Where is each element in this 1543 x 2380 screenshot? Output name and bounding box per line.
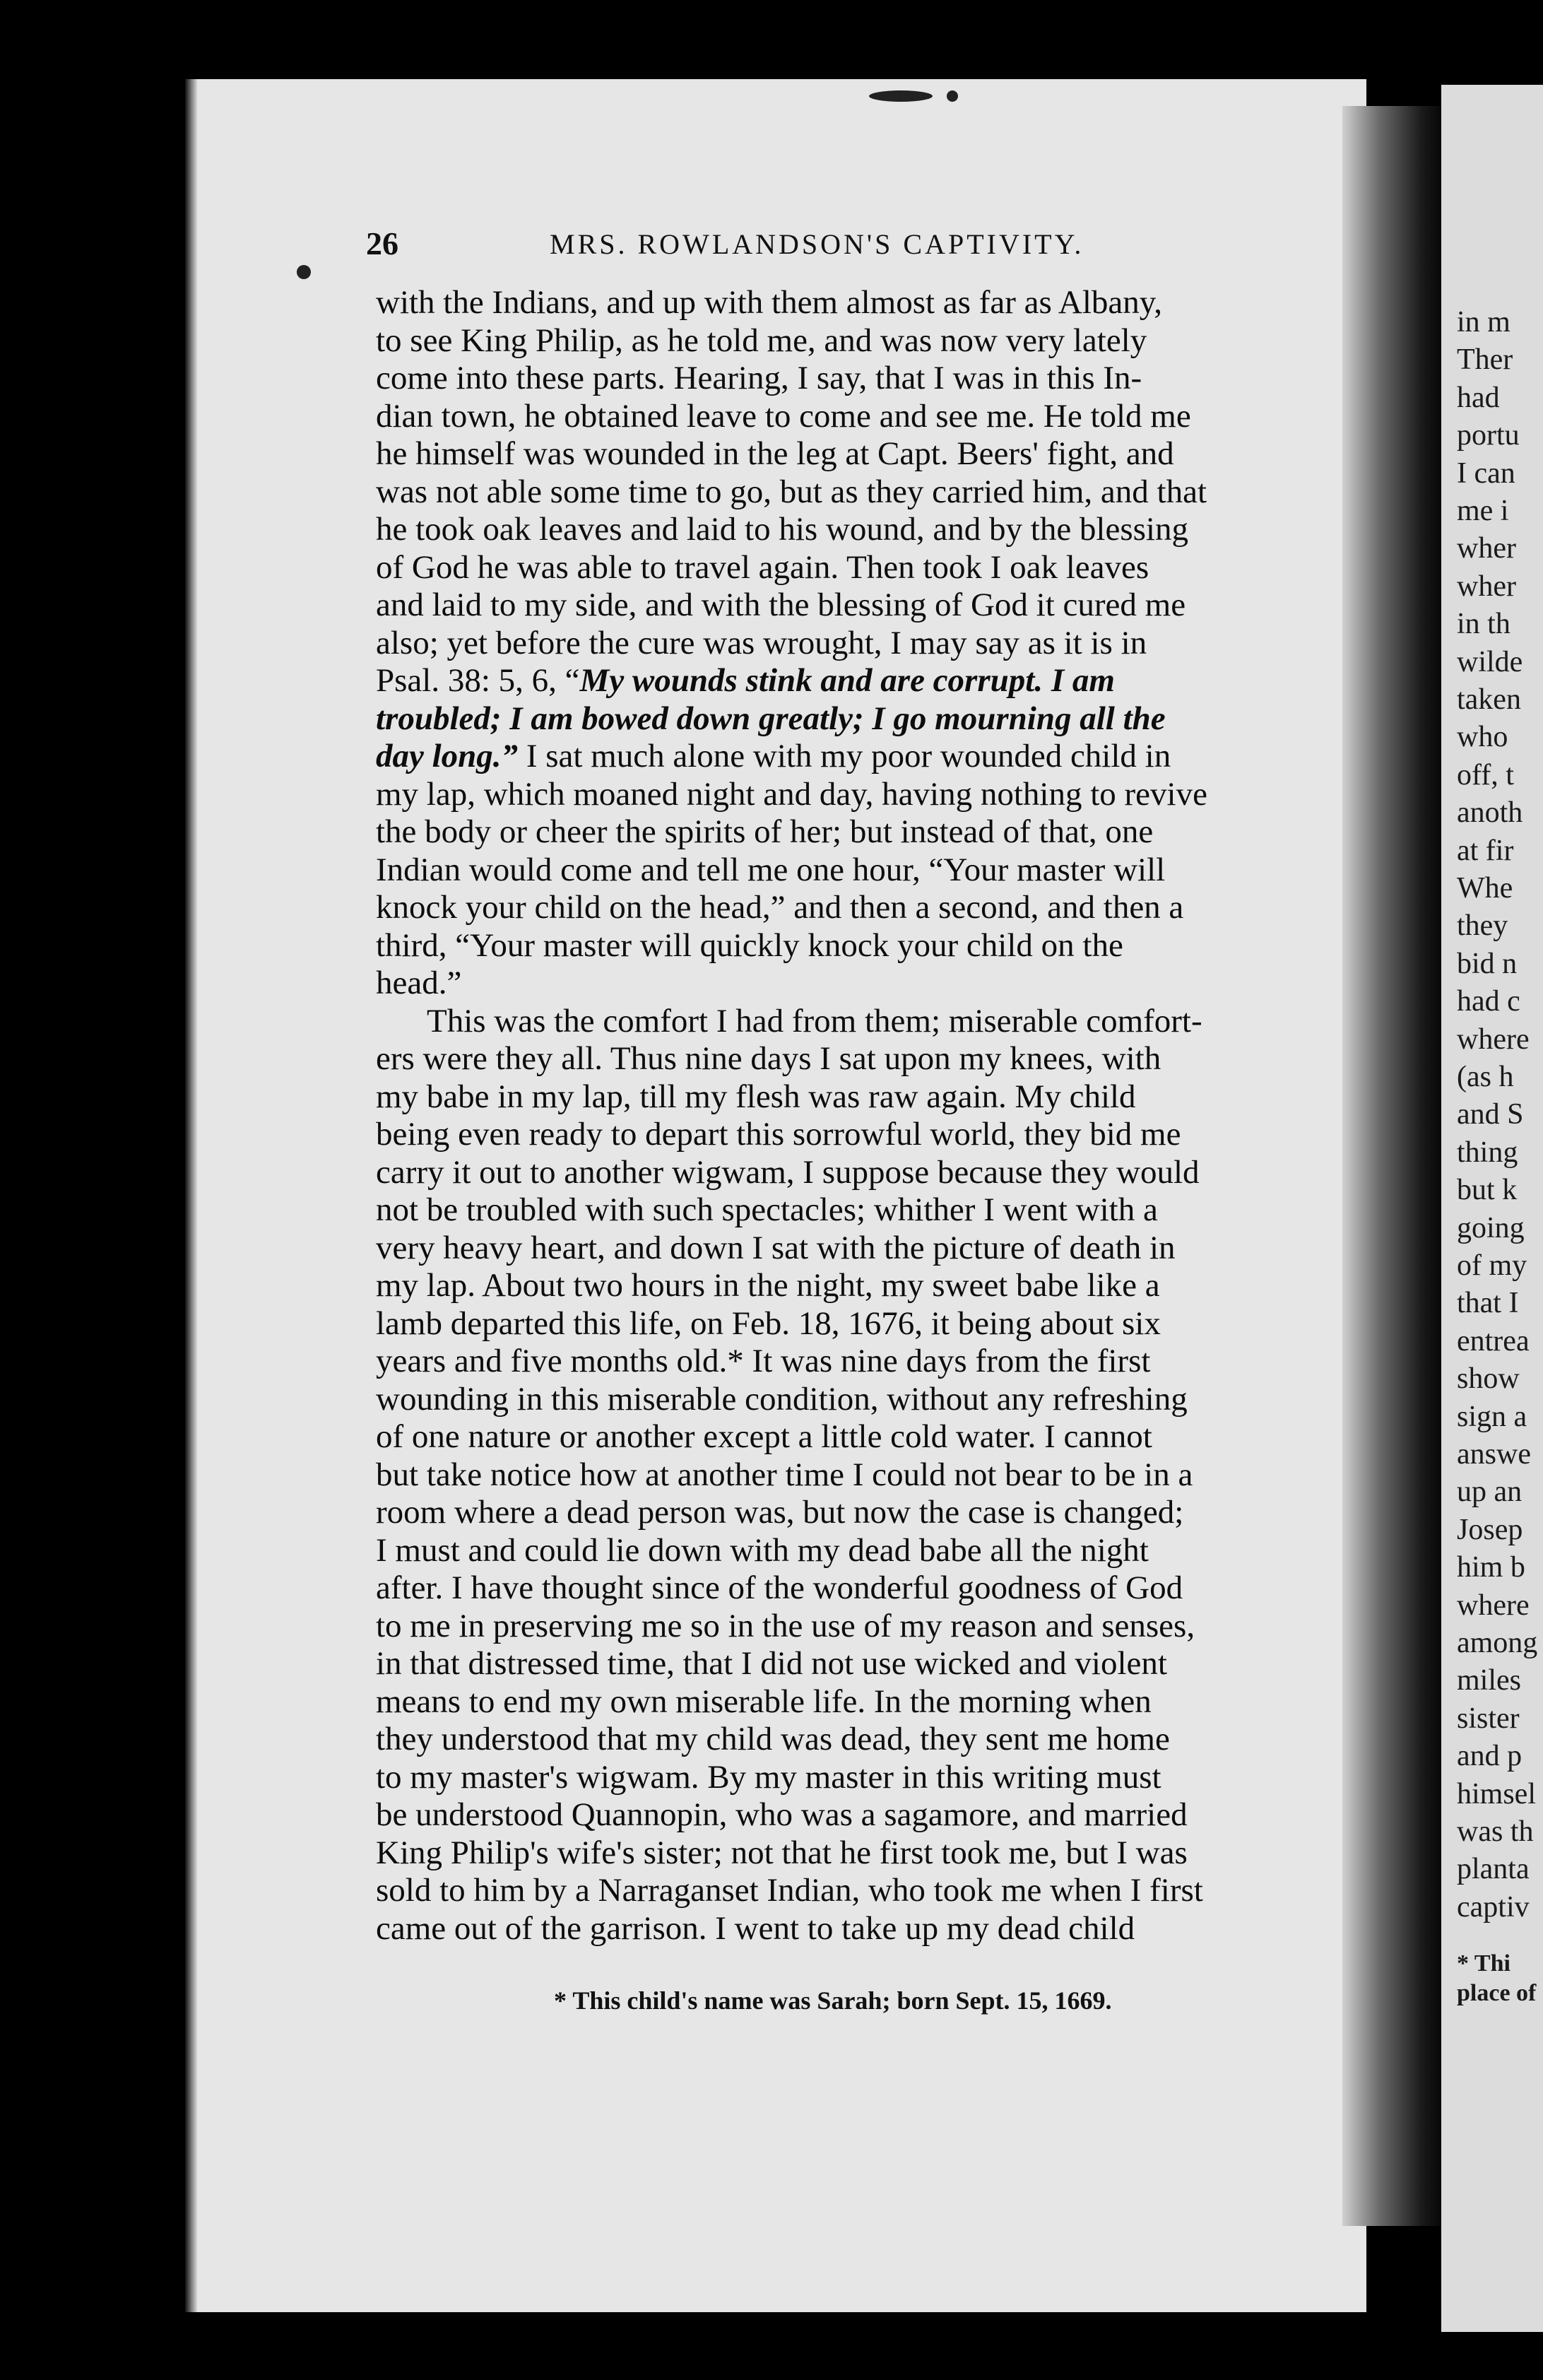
paragraph-first-line: This was the comfort I had from them; miserable comfort- — [427, 1002, 1202, 1039]
facing-page-line: in m — [1457, 306, 1511, 338]
text-line: he himself was wounded in the leg at Capt. Beers' fight, and — [376, 435, 1174, 472]
text-line: with the Indians, and up with them almost as far as Albany, — [376, 284, 1162, 321]
text-line: room where a dead person was, but now the case is changed; — [376, 1494, 1184, 1531]
text-line: and laid to my side, and with the blessing of God it cured me — [376, 587, 1186, 623]
ink-smudge — [869, 90, 933, 102]
facing-page-line: entrea — [1457, 1324, 1530, 1357]
facing-page — [1441, 85, 1543, 2332]
text-line: to see King Philip, as he told me, and was now very lately — [376, 322, 1147, 359]
text-line: come into these parts. Hearing, I say, that I was in this In- — [376, 360, 1142, 396]
facing-page-line: wilde — [1457, 645, 1523, 678]
facing-page-line: in th — [1457, 608, 1511, 641]
facing-page-line: captiv — [1457, 1890, 1530, 1924]
running-title: MRS. ROWLANDSON'S CAPTIVITY. — [550, 228, 1084, 260]
facing-page-line: me i — [1457, 495, 1509, 527]
facing-page-line: of my — [1457, 1249, 1527, 1282]
psalm-reference: Psal. 38: 5, 6, “ — [376, 662, 580, 699]
facing-page-line: among — [1457, 1627, 1538, 1659]
text-line: the body or cheer the spirits of her; but instead of that, one — [376, 813, 1154, 850]
mixed-line — [376, 738, 1351, 776]
text-line: of one nature or another except a little cold water. I cannot — [376, 1418, 1152, 1455]
facing-page-line: wher — [1457, 532, 1516, 565]
facing-page-line: where — [1457, 1023, 1530, 1056]
text-line: years and five months old.* It was nine days from the first — [376, 1343, 1151, 1379]
facing-page-line: going — [1457, 1211, 1525, 1244]
psalm-quote-line: troubled; I am bowed down greatly; I go mourning all the — [376, 700, 1166, 737]
text-line: after. I have thought since of the wonderful goodness of God — [376, 1569, 1183, 1606]
text-line: ers were they all. Thus nine days I sat upon my knees, with — [376, 1040, 1161, 1077]
facing-page-line: but k — [1457, 1174, 1518, 1207]
facing-page-line: off, t — [1457, 758, 1514, 791]
body-text — [376, 284, 1351, 1948]
text-line: sold to him by a Narraganset Indian, who took me when I first — [376, 1872, 1203, 1909]
text-line: but take notice how at another time I could not bear to be in a — [376, 1456, 1193, 1493]
facing-page-line: Whe — [1457, 872, 1513, 905]
ink-smudge — [297, 265, 311, 279]
text-line: King Philip's wife's sister; not that he first took me, but I was — [376, 1834, 1188, 1871]
facing-page-line: Ther — [1457, 343, 1513, 377]
facing-page-line: (as h — [1457, 1061, 1514, 1093]
text-line: he took oak leaves and laid to his wound, and by the blessing — [376, 511, 1188, 548]
facing-page-footnote: * Thi — [1457, 1950, 1511, 1977]
text-line: very heavy heart, and down I sat with the picture of death in — [376, 1229, 1176, 1266]
facing-page-line: show — [1457, 1362, 1520, 1396]
text-line: my babe in my lap, till my flesh was raw again. My child — [376, 1078, 1136, 1115]
facing-page-line: Josep — [1457, 1513, 1523, 1546]
facing-page-line: had c — [1457, 985, 1520, 1018]
ink-smudge — [947, 90, 958, 102]
text-line: of God he was able to travel again. Then took I oak leaves — [376, 548, 1149, 586]
facing-page-line: and S — [1457, 1098, 1524, 1131]
facing-page-line: wher — [1457, 570, 1516, 603]
text-line: my lap. About two hours in the night, my sweet babe like a — [376, 1267, 1160, 1304]
text-line: lamb departed this life, on Feb. 18, 1676, it being about six — [376, 1304, 1161, 1342]
text-run: I sat much alone with my poor wounded child in — [518, 738, 1171, 774]
facing-page-line: who — [1457, 721, 1508, 754]
text-line: my lap, which moaned night and day, having nothing to revive — [376, 775, 1207, 813]
facing-page-line: was th — [1457, 1815, 1534, 1848]
text-line: also; yet before the cure was wrought, I may say as it is in — [376, 624, 1147, 661]
facing-page-line: anoth — [1457, 796, 1523, 830]
facing-page-line: I can — [1457, 456, 1515, 490]
facing-page-line: sign a — [1457, 1400, 1527, 1433]
text-line: carry it out to another wigwam, I suppose because they would — [376, 1153, 1200, 1191]
facing-page-line: portu — [1457, 419, 1520, 452]
text-line: means to end my own miserable life. In the morning when — [376, 1683, 1152, 1720]
facing-page-line: up an — [1457, 1475, 1523, 1509]
facing-page-line: where — [1457, 1589, 1530, 1622]
text-line: head.” — [376, 965, 462, 1001]
facing-page-line: had — [1457, 381, 1500, 414]
text-line: to my master's wigwam. By my master in this writing must — [376, 1758, 1161, 1796]
text-line: dian town, he obtained leave to come and see me. He told me — [376, 397, 1191, 435]
facing-page-line: that I — [1457, 1287, 1519, 1320]
page-left-shadow — [185, 79, 198, 2312]
facing-page-line: and p — [1457, 1740, 1523, 1773]
facing-page-line: sister — [1457, 1702, 1520, 1735]
facing-page-line: answe — [1457, 1438, 1531, 1471]
gutter-shadow — [1342, 106, 1448, 2226]
facing-page-line: him b — [1457, 1551, 1525, 1584]
text-line: Indian would come and tell me one hour, “Your master will — [376, 851, 1166, 888]
psalm-line — [376, 662, 1351, 700]
psalm-quote: My wounds stink and are corrupt. I am — [579, 662, 1115, 699]
text-line: I must and could lie down with my dead babe all the night — [376, 1531, 1149, 1569]
psalm-quote-end: day long.” — [376, 738, 519, 774]
facing-page-line: at fir — [1457, 834, 1514, 867]
text-line: wounding in this miserable condition, without any refreshing — [376, 1380, 1188, 1418]
text-line: they understood that my child was dead, they sent me home — [376, 1721, 1170, 1757]
facing-page-line: taken — [1457, 683, 1521, 716]
page-header — [366, 225, 1355, 267]
facing-page-line: thing — [1457, 1136, 1518, 1169]
page-number: 26 — [366, 225, 398, 261]
text-line: came out of the garrison. I went to take up my dead child — [376, 1909, 1135, 1947]
facing-page-line: bid n — [1457, 947, 1518, 980]
facing-page-line: miles — [1457, 1664, 1521, 1697]
facing-page-footnote: place of — [1457, 1980, 1537, 2006]
facing-page-line: himsel — [1457, 1777, 1536, 1810]
facing-page-line: planta — [1457, 1853, 1530, 1886]
footnote: * This child's name was Sarah; born Sept. 15, 1669. — [554, 1986, 1112, 2015]
text-line: not be troubled with such spectacles; whither I went with a — [376, 1191, 1158, 1228]
text-line: in that distressed time, that I did not use wicked and violent — [376, 1645, 1167, 1682]
text-line: third, “Your master will quickly knock your child on the — [376, 926, 1123, 964]
text-line: was not able some time to go, but as they carried him, and that — [376, 473, 1207, 510]
facing-page-line: they — [1457, 909, 1508, 943]
text-line: be understood Quannopin, who was a sagamore, and married — [376, 1796, 1188, 1833]
text-line: knock your child on the head,” and then a second, and then a — [376, 889, 1184, 926]
text-line: to me in preserving me so in the use of my reason and senses, — [376, 1607, 1195, 1644]
text-line: being even ready to depart this sorrowful world, they bid me — [376, 1116, 1181, 1153]
